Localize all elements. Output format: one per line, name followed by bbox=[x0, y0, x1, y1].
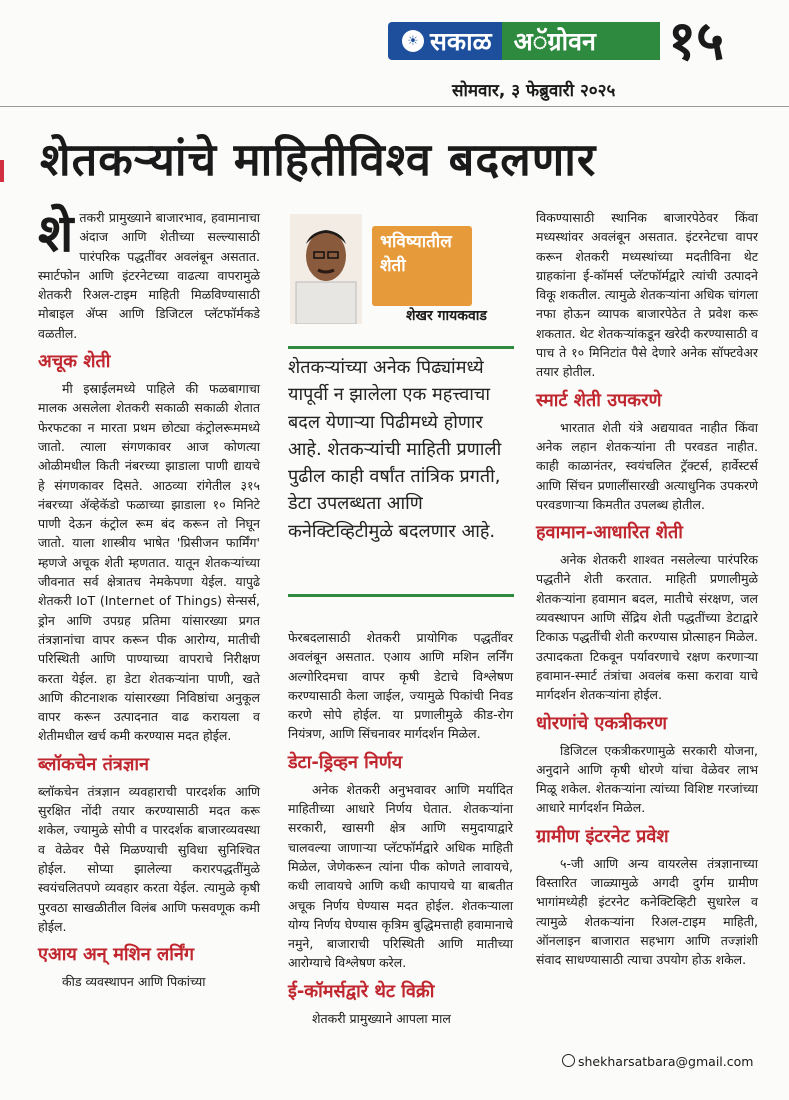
brand-logo-icon: ☀ bbox=[402, 30, 424, 52]
article-column-2 bbox=[288, 628, 513, 1032]
subhead-climate-farming: हवामान-आधारित शेती bbox=[536, 522, 683, 544]
author-name: शेखर गायकवाड bbox=[406, 308, 487, 324]
email-text[interactable]: shekharsatbara@gmail.com bbox=[578, 1054, 754, 1069]
section-text: ५-जी आणि अन्य वायरलेस तंत्रज्ञानाच्या विस्तारित जाळ्यामुळे अगदी दुर्गम ग्रामीण भागांमध्येही इंटरनेट कनेक्टिव्हिटी सुधारेल व त्यामुळे शेतकऱ्यांना रिअल-टाइम माहिती, ऑनलाइन बाजारात सहभाग आणि तज्ज्ञांशी संवाद साधण्यासाठी त्याचा उपयोग होऊ शकेल. bbox=[536, 855, 758, 968]
article-column-3 bbox=[536, 208, 758, 974]
section-text: शेतकरी प्रामुख्याने आपला माल bbox=[312, 1010, 451, 1026]
subhead-blockchain: ब्लॉकचेन तंत्रज्ञान bbox=[38, 753, 150, 775]
pull-quote: शेतकऱ्यांच्या अनेक पिढ्यांमध्ये यापूर्वी न झालेला एक महत्त्वाचा बदल येणाऱ्या पिढीमध्ये होणार आहे. शेतकऱ्यांची माहिती प्रणाली पुढील काही वर्षांत तांत्रिक प्रगती, डेटा उपलब्धता आणि कनेक्टिव्हिटीमुळे बदलणार आहे. bbox=[288, 357, 502, 542]
subhead-data-driven: डेटा-ड्रिव्हन निर्णय bbox=[288, 751, 403, 773]
page-number: १५ bbox=[668, 9, 725, 72]
supplement-name: अॅग्रोवन bbox=[502, 22, 660, 60]
section-text: विकण्यासाठी स्थानिक बाजारपेठेवर किंवा मध्यस्थांवर अवलंबून असतात. इंटरनेटचा वापर करून शेतकरी मध्यस्थांच्या मदतीविना थेट ग्राहकांना ई-कॉमर्स प्लॅटफॉर्मद्वारे त्यांची उत्पादने विकू शकतील. त्यामुळे शेतकऱ्यांना अधिक चांगला नफा होऊन व्यापक बाजारपेठेत ते प्रवेश करू शकतात. थेट शेतकऱ्यांकडून खरेदी करण्यासाठी व पाच ते १० मिनिटांत पैसे देणारे अनेक सॉफ्टवेअर तयार होतील. bbox=[536, 210, 759, 380]
masthead bbox=[388, 22, 660, 60]
subhead-ai-ml: एआय अन् मशिन लर्निंग bbox=[38, 944, 194, 966]
section-text: अनेक शेतकरी अनुभवावर आणि मर्यादित माहितीच्या आधारे निर्णय घेतात. शेतकऱ्यांना सरकारी, खासगी क्षेत्र आणि समुदायाद्वारे चालवल्या जाणाऱ्या प्लॅटफॉर्मद्वारे अधिक माहिती मिळेल, जेणेकरून त्यांना पीक कोणते लावायचे, कधी लावायचे आणि कधी कापायचे या बाबतीत अचूक निर्णय घेण्यास मदत होईल. शेतकऱ्याला योग्य निर्णय घेण्यास कृत्रिम बुद्धिमत्ताही हवामानाचे नमुने, बाजाराची परिस्थिती आणि मातीच्या आरोग्याचे विश्लेषण करेल. bbox=[288, 781, 513, 971]
section-text: मी इस्राईलमध्ये पाहिले की फळबागाचा मालक असलेला शेतकरी सकाळी सकाळी शेतात फेरफटका न मारता प्रथम छोट्या कंट्रोलरूममध्ये जातो. त्याला संगणकावर आज कोणत्या ओळीमधील किती नंबरच्या झाडाला पाणी द्यायचे हे संगणकावर दिसते. आठव्या रांगेतील ३१५ नंबरच्या ॲव्हेकॅडो फळाच्या झाडाला १० मिनिटे पाणी देऊन कंट्रोल रूम बंद करून तो निघून जातो. याला शास्त्रीय भाषेत 'प्रिसीजन फार्मिंग' म्हणजे अचूक शेती म्हणतात. यातून शेतकऱ्यांच्या जीवनात सर्व क्षेत्रातच नेमकेपणा येईल. यापुढे शेतकरी IoT (Internet of Things) सेन्सर्स, ड्रोन आणि उपग्रह प्रतिमा यांसारख्या प्रगत तंत्रज्ञानांचा वापर करून पीक आरोग्य, मातीची परिस्थिती आणि पाण्याच्या वापराचे निरीक्षण करता येईल. हा डेटा शेतकऱ्यांना पाणी, खते आणि कीटनाशक यांसारख्या निविष्ठांचा अनुकूल वापर करून उत्पादनात वाढ करायला व शेतीमधील खर्च कमी करण्यास मदत होईल. bbox=[38, 381, 260, 744]
section-text: फेरबदलासाठी शेतकरी प्रायोगिक पद्धतींवर अवलंबून असतात. एआय आणि मशिन लर्निंग अल्गोरिदमचा वापर कृषी डेटाचे विश्लेषण करण्यासाठी केला जाईल, ज्यामुळे पिकांची निवड करणे सोपे होईल. या प्रणालीमुळे कीड-रोग नियंत्रण, आणि सिंचनावर मार्गदर्शन मिळेल. bbox=[288, 630, 513, 742]
column-banner: भविष्यातील शेती bbox=[372, 226, 472, 306]
drop-cap: शे bbox=[38, 204, 74, 264]
columnist-header bbox=[290, 214, 515, 334]
quote-rule-top bbox=[288, 346, 514, 349]
section-text: भारतात शेती यंत्रे अद्ययावत नाहीत किंवा अनेक लहान शेतकऱ्यांना ती परवडत नाहीत. काही काळानंतर, स्वयंचलित ट्रॅक्टर्स, हार्वेस्टर्स आणि सिंचन प्रणालींसारखी अत्याधुनिक उपकरणे परवडणाऱ्या किमतीत उपलब्ध होतील. bbox=[536, 419, 758, 512]
subhead-rural-internet: ग्रामीण इंटरनेट प्रवेश bbox=[536, 825, 669, 847]
author-photo bbox=[290, 214, 362, 324]
masthead-divider bbox=[0, 106, 789, 107]
headline: शेतकऱ्यांचे माहितीविश्‍व बदलणार bbox=[40, 133, 597, 186]
page-margin-mark bbox=[0, 160, 4, 182]
section-text: अनेक शेतकरी शाश्‍वत नसलेल्या पारंपरिक पद्धतीने शेती करतात. माहिती प्रणालीमुळे शेतकऱ्यांना हवामान बदल, मातीचे संरक्षण, जल व्यवस्थापन आणि सेंद्रिय शेती पद्धतींच्या डेटाद्वारे टिकाऊ पद्धतींची शेती करण्यास प्रोत्साहन मिळेल. उत्पादकता टिकवून पर्यावरणाचे रक्षण करणाऱ्या हवामान-स्मार्ट तंत्रांचा अवलंब कसा करावा याचे मार्गदर्शन शेतकऱ्यांना होईल. bbox=[536, 552, 758, 703]
quote-rule-bottom bbox=[288, 594, 514, 597]
author-email[interactable] bbox=[562, 1054, 753, 1069]
subhead-policy-integration: धोरणांचे एकत्रीकरण bbox=[536, 712, 668, 734]
section-text: कीड व्यवस्थापन आणि पिकांच्या bbox=[62, 974, 206, 990]
subhead-ecommerce: ई-कॉमर्सद्वारे थेट विक्री bbox=[288, 980, 435, 1002]
subhead-precision-farming: अचूक शेती bbox=[38, 351, 111, 373]
section-text: डिजिटल एकत्रीकरणामुळे सरकारी योजना, अनुदाने आणि कृषी धोरणे यांचा वेळेवर लाभ मिळू शकेल. शेतकऱ्यांना त्यांच्या विशिष्ट गरजांच्या आधारे मार्गदर्शन मिळेल. bbox=[536, 742, 758, 816]
issue-date: सोमवार, ३ फेब्रुवारी २०२५ bbox=[452, 81, 616, 101]
email-icon bbox=[562, 1054, 575, 1067]
section-text: ब्लॉकचेन तंत्रज्ञान व्यवहाराची पारदर्शक आणि सुरक्षित नोंदी तयार करण्यासाठी मदत करू शकेल, ज्यामुळे सोपी व पारदर्शक बाजारव्यवस्था व वेळेवर पैसे मिळण्याची सुविधा सुनिश्चित होईल. सोप्या झालेल्या करारपद्धतींमुळे स्वयंचलितपणे व्यवहार करता येईल. त्यामुळे कृषी पुरवठा साखळीतील विलंब आणि फसवणूक कमी होईल. bbox=[38, 783, 260, 934]
masthead-brand bbox=[388, 22, 502, 60]
intro-text: तकरी प्रामुख्याने बाजारभाव, हवामानाचा अंदाज आणि शेतीच्या सल्ल्यासाठी पारंपरिक पद्धतींवर अवलंबून असतात. स्मार्टफोन आणि इंटरनेटच्या वाढत्या वापरामुळे शेतकरी रिअल-टाइम माहिती मिळविण्यासाठी मोबाइल ॲप्स आणि डिजिटल प्लॅटफॉर्मकडे वळतील. bbox=[38, 210, 260, 341]
subhead-smart-equipment: स्मार्ट शेती उपकरणे bbox=[536, 389, 662, 411]
article-column-1 bbox=[38, 204, 260, 995]
brand-name: सकाळ bbox=[430, 27, 492, 56]
